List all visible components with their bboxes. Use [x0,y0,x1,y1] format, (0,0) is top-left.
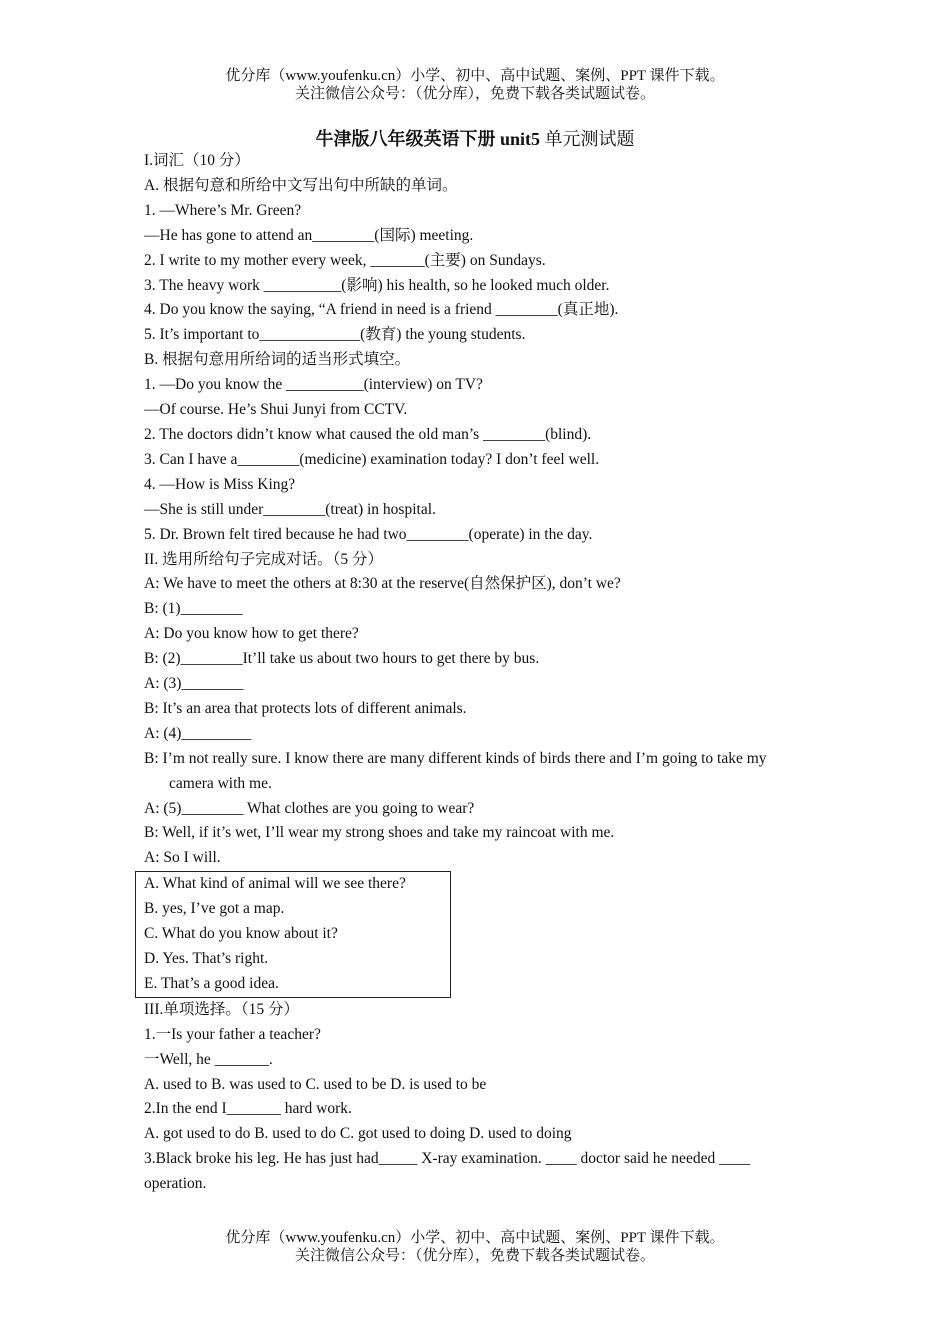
footer-line-1: 优分库（www.youfenku.cn）小学、初中、高中试题、案例、PPT 课件下载。 [225,1230,725,1246]
dialogue-line: B: It’s an area that protects lots of different animals. [144,699,467,717]
dialogue-line: B: I’m not really sure. I know there are many different kinds of birds there and I’m going to take my camera with me. [144,749,767,792]
section-3-heading: III.单项选择。（15 分） [144,1000,299,1018]
part-a-line: 3. The heavy work __________(影响) his health, so he looked much older. [144,276,610,294]
part-b-instruction: B. 根据句意用所给词的适当形式填空。 [144,351,411,369]
footer-line-2: 关注微信公众号：（优分库），免费下载各类试题试卷。 [294,1248,655,1264]
header-line-1: 优分库（www.youfenku.cn）小学、初中、高中试题、案例、PPT 课件下载。 [225,68,725,84]
part-b-line: —She is still under________(treat) in hospital. [144,500,436,518]
title-bold: 牛津版八年级英语下册 unit5 [315,129,540,149]
options-box [135,871,451,998]
dialogue-line: B: (2)________It’ll take us about two hours to get there by bus. [144,650,540,668]
section-2-heading: II. 选用所给句子完成对话。（5 分） [144,550,383,568]
part-a-line: 1. —Where’s Mr. Green? [144,201,302,219]
part-a-line: 2. I write to my mother every week, _______(主要) on Sundays. [144,251,546,269]
document-body [144,149,812,1197]
part-b-line: 4. —How is Miss King? [144,475,296,493]
choice-line: A. used to B. was used to C. used to be D. is used to be [144,1075,487,1093]
choice-line: A. got used to do B. used to do C. got used to doing D. used to doing [144,1125,572,1143]
page-footer [0,1229,950,1265]
dialogue-line: A: (5)________ What clothes are you going to wear? [144,799,475,817]
header-line-2: 关注微信公众号：（优分库），免费下载各类试题试卷。 [294,86,655,102]
choice-line: operation. [144,1175,207,1193]
choice-line: 3.Black broke his leg. He has just had_____ X-ray examination. ____ doctor said he needed ____ [144,1150,751,1168]
dialogue-line: B: (1)________ [144,600,243,618]
choice-line: 2.In the end I_______ hard work. [144,1100,352,1118]
option-item: D. Yes. That’s right. [144,950,269,967]
dialogue-line: B: Well, if it’s wet, I’ll wear my strong shoes and take my raincoat with me. [144,824,615,842]
section-1-heading: I.词汇（10 分） [144,152,250,169]
part-a-line: —He has gone to attend an________(国际) meeting. [144,226,474,244]
document-title [0,125,950,151]
choice-line: 一Well, he _______. [144,1050,273,1068]
part-b-line: 2. The doctors didn’t know what caused the old man’s ________(blind). [144,425,592,443]
part-a-line: 5. It’s important to_____________(教育) the young students. [144,326,526,344]
part-a-line: 4. Do you know the saying, “A friend in need is a friend ________(真正地). [144,301,619,319]
part-b-line: 3. Can I have a________(medicine) examination today? I don’t feel well. [144,450,600,468]
choice-line: 1.一Is your father a teacher? [144,1025,321,1043]
dialogue-line: A: So I will. [144,849,221,867]
part-b-line: 5. Dr. Brown felt tired because he had two________(operate) in the day. [144,525,593,543]
part-a-instruction: A. 根据句意和所给中文写出句中所缺的单词。 [144,176,458,194]
dialogue-line: A: Do you know how to get there? [144,625,359,643]
dialogue-line: A: (3)________ [144,675,244,693]
option-item: E. That’s a good idea. [144,974,279,992]
option-item: A. What kind of animal will we see there? [144,875,406,893]
title-rest: 单元测试题 [540,129,635,149]
part-b-line: 1. —Do you know the __________(interview) on TV? [144,376,483,394]
part-b-line: —Of course. He’s Shui Junyi from CCTV. [144,401,408,419]
dialogue-line: A: We have to meet the others at 8:30 at the reserve(自然保护区), don’t we? [144,575,621,593]
option-item: B. yes, I’ve got a map. [144,900,285,918]
option-item: C. What do you know about it? [144,925,338,943]
page-header [0,67,950,103]
dialogue-line: A: (4)_________ [144,724,252,742]
